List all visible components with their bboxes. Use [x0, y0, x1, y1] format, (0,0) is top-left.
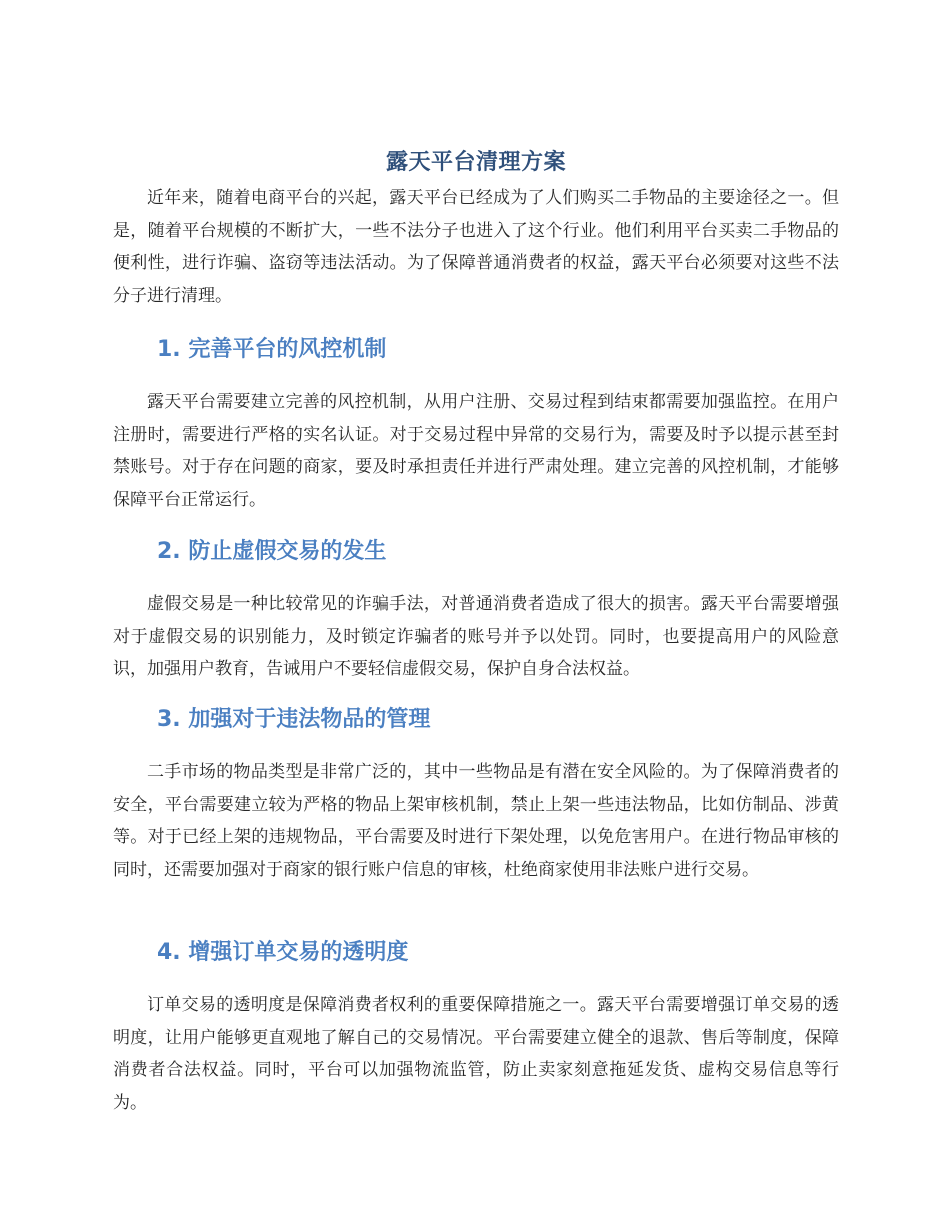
section-3-body: 二手市场的物品类型是非常广泛的，其中一些物品是有潜在安全风险的。为了保障消费者的安全，平台需要建立较为严格的物品上架审核机制，禁止上架一些违法物品，比如仿制品、涉黄等。对于已经上架的违规物品，平台需要及时进行下架处理，以免危害用户。在进行物品审核的同时，还需要加强对于商家的银行账户信息的审核，杜绝商家使用非法账户进行交易。 [113, 762, 839, 880]
section-2-heading: 2. 防止虚假交易的发生 [157, 539, 387, 564]
section-4-body: 订单交易的透明度是保障消费者权利的重要保障措施之一。露天平台需要增强订单交易的透明度，让用户能够更直观地了解自己的交易情况。平台需要建立健全的退款、售后等制度，保障消费者合法权益。同时，平台可以加强物流监管，防止卖家刻意拖延发货、虚构交易信息等行为。 [113, 995, 839, 1113]
section-3-heading: 3. 加强对于违法物品的管理 [157, 707, 431, 732]
section-1-body: 露天平台需要建立完善的风控机制，从用户注册、交易过程到结束都需要加强监控。在用户注册时，需要进行严格的实名认证。对于交易过程中异常的交易行为，需要及时予以提示甚至封禁账号。对于存在问题的商家，要及时承担责任并进行严肃处理。建立完善的风控机制，才能够保障平台正常运行。 [113, 392, 839, 510]
document-title: 露天平台清理方案 [385, 150, 566, 175]
section-4-heading: 4. 增强订单交易的透明度 [157, 940, 409, 965]
intro-paragraph: 近年来，随着电商平台的兴起，露天平台已经成为了人们购买二手物品的主要途径之一。但是，随着平台规模的不断扩大，一些不法分子也进入了这个行业。他们利用平台买卖二手物品的便利性，进行诈骗、盗窃等违法活动。为了保障普通消费者的权益，露天平台必须要对这些不法分子进行清理。 [113, 188, 839, 306]
section-2-body: 虚假交易是一种比较常见的诈骗手法，对普通消费者造成了很大的损害。露天平台需要增强对于虚假交易的识别能力，及时锁定诈骗者的账号并予以处罚。同时，也要提高用户的风险意识，加强用户教育，告诫用户不要轻信虚假交易，保护自身合法权益。 [113, 594, 839, 679]
section-1-heading: 1. 完善平台的风控机制 [157, 337, 387, 362]
